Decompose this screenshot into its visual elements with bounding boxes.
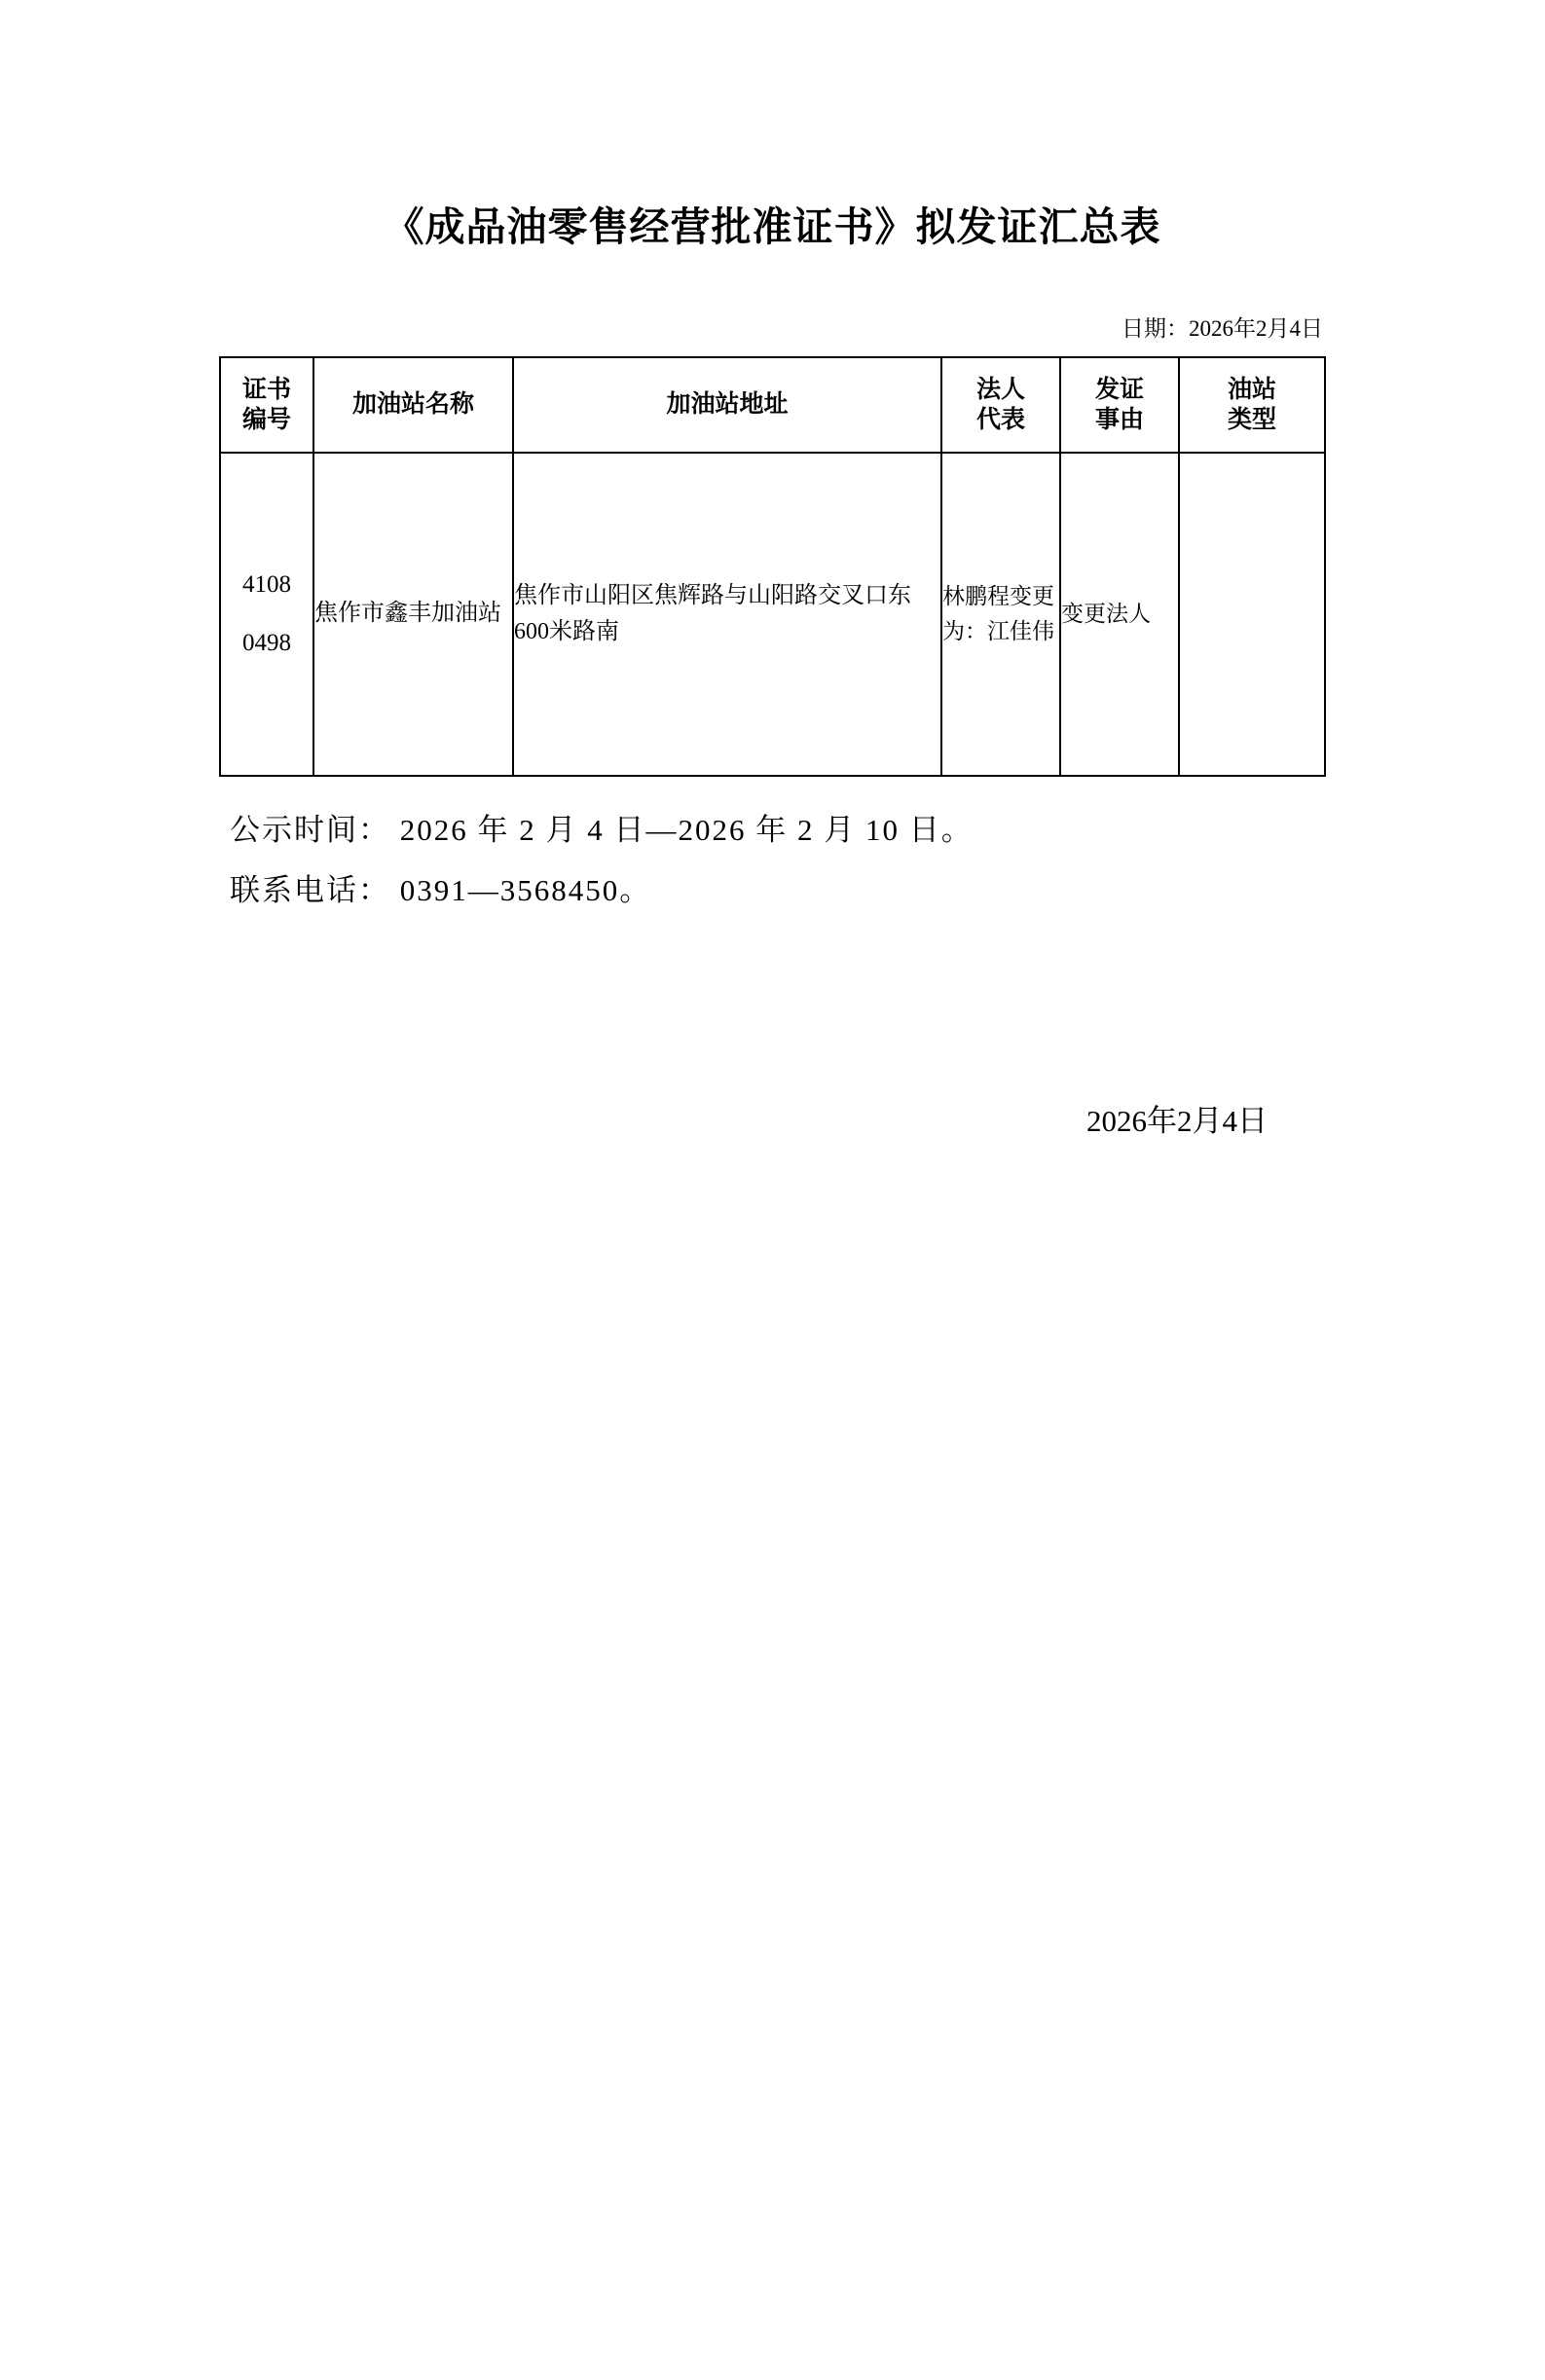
cell-station-type: [1179, 453, 1325, 776]
column-header-cert-no-line1: 证书: [241, 376, 291, 403]
column-header-station-name: 加油站名称: [313, 357, 513, 453]
certificate-summary-table: [219, 356, 1326, 777]
cell-cert-no: [220, 453, 313, 776]
table-row: [220, 453, 1325, 776]
column-header-station-type-line2: 类型: [1227, 407, 1276, 433]
column-header-issue-reason-line2: 事由: [1094, 407, 1144, 433]
table-header-row: [220, 357, 1325, 453]
column-header-station-type-line1: 油站: [1227, 376, 1276, 403]
cell-station-address: 焦作市山阳区焦辉路与山阳路交叉口东600米路南: [513, 453, 941, 776]
column-header-station-type: [1179, 357, 1325, 453]
signature-date: 2026年2月4日: [1086, 1104, 1268, 1138]
page-title: 《成品油零售经营批准证书》拟发证汇总表: [384, 204, 1161, 249]
cell-station-name: 焦作市鑫丰加油站: [313, 453, 513, 776]
column-header-issue-reason-line1: 发证: [1094, 376, 1144, 403]
cert-no-line2: 0498: [242, 630, 291, 656]
cell-legal-rep: 林鹏程变更为：江佳伟: [941, 453, 1060, 776]
table-header: [220, 357, 1325, 453]
notes-block: [230, 800, 1545, 921]
publicity-period-text: 公示时间： 2026 年 2 月 4 日—2026 年 2 月 10 日。: [230, 813, 974, 847]
column-header-legal-rep: [941, 357, 1060, 453]
table-body: [220, 453, 1325, 776]
column-header-cert-no-line2: 编号: [241, 407, 291, 433]
column-header-legal-rep-line1: 法人: [975, 376, 1025, 403]
contact-phone-text: 联系电话： 0391—3568450。: [230, 873, 652, 907]
cert-no-line1: 4108: [242, 571, 291, 598]
document-date: 日期：2026年2月4日: [1122, 316, 1323, 341]
column-header-cert-no: [220, 357, 313, 453]
document-page: [0, 195, 1545, 2380]
cell-issue-reason: 变更法人: [1060, 453, 1179, 776]
column-header-legal-rep-line2: 代表: [975, 407, 1025, 433]
column-header-issue-reason: [1060, 357, 1179, 453]
column-header-station-address: 加油站地址: [513, 357, 941, 453]
